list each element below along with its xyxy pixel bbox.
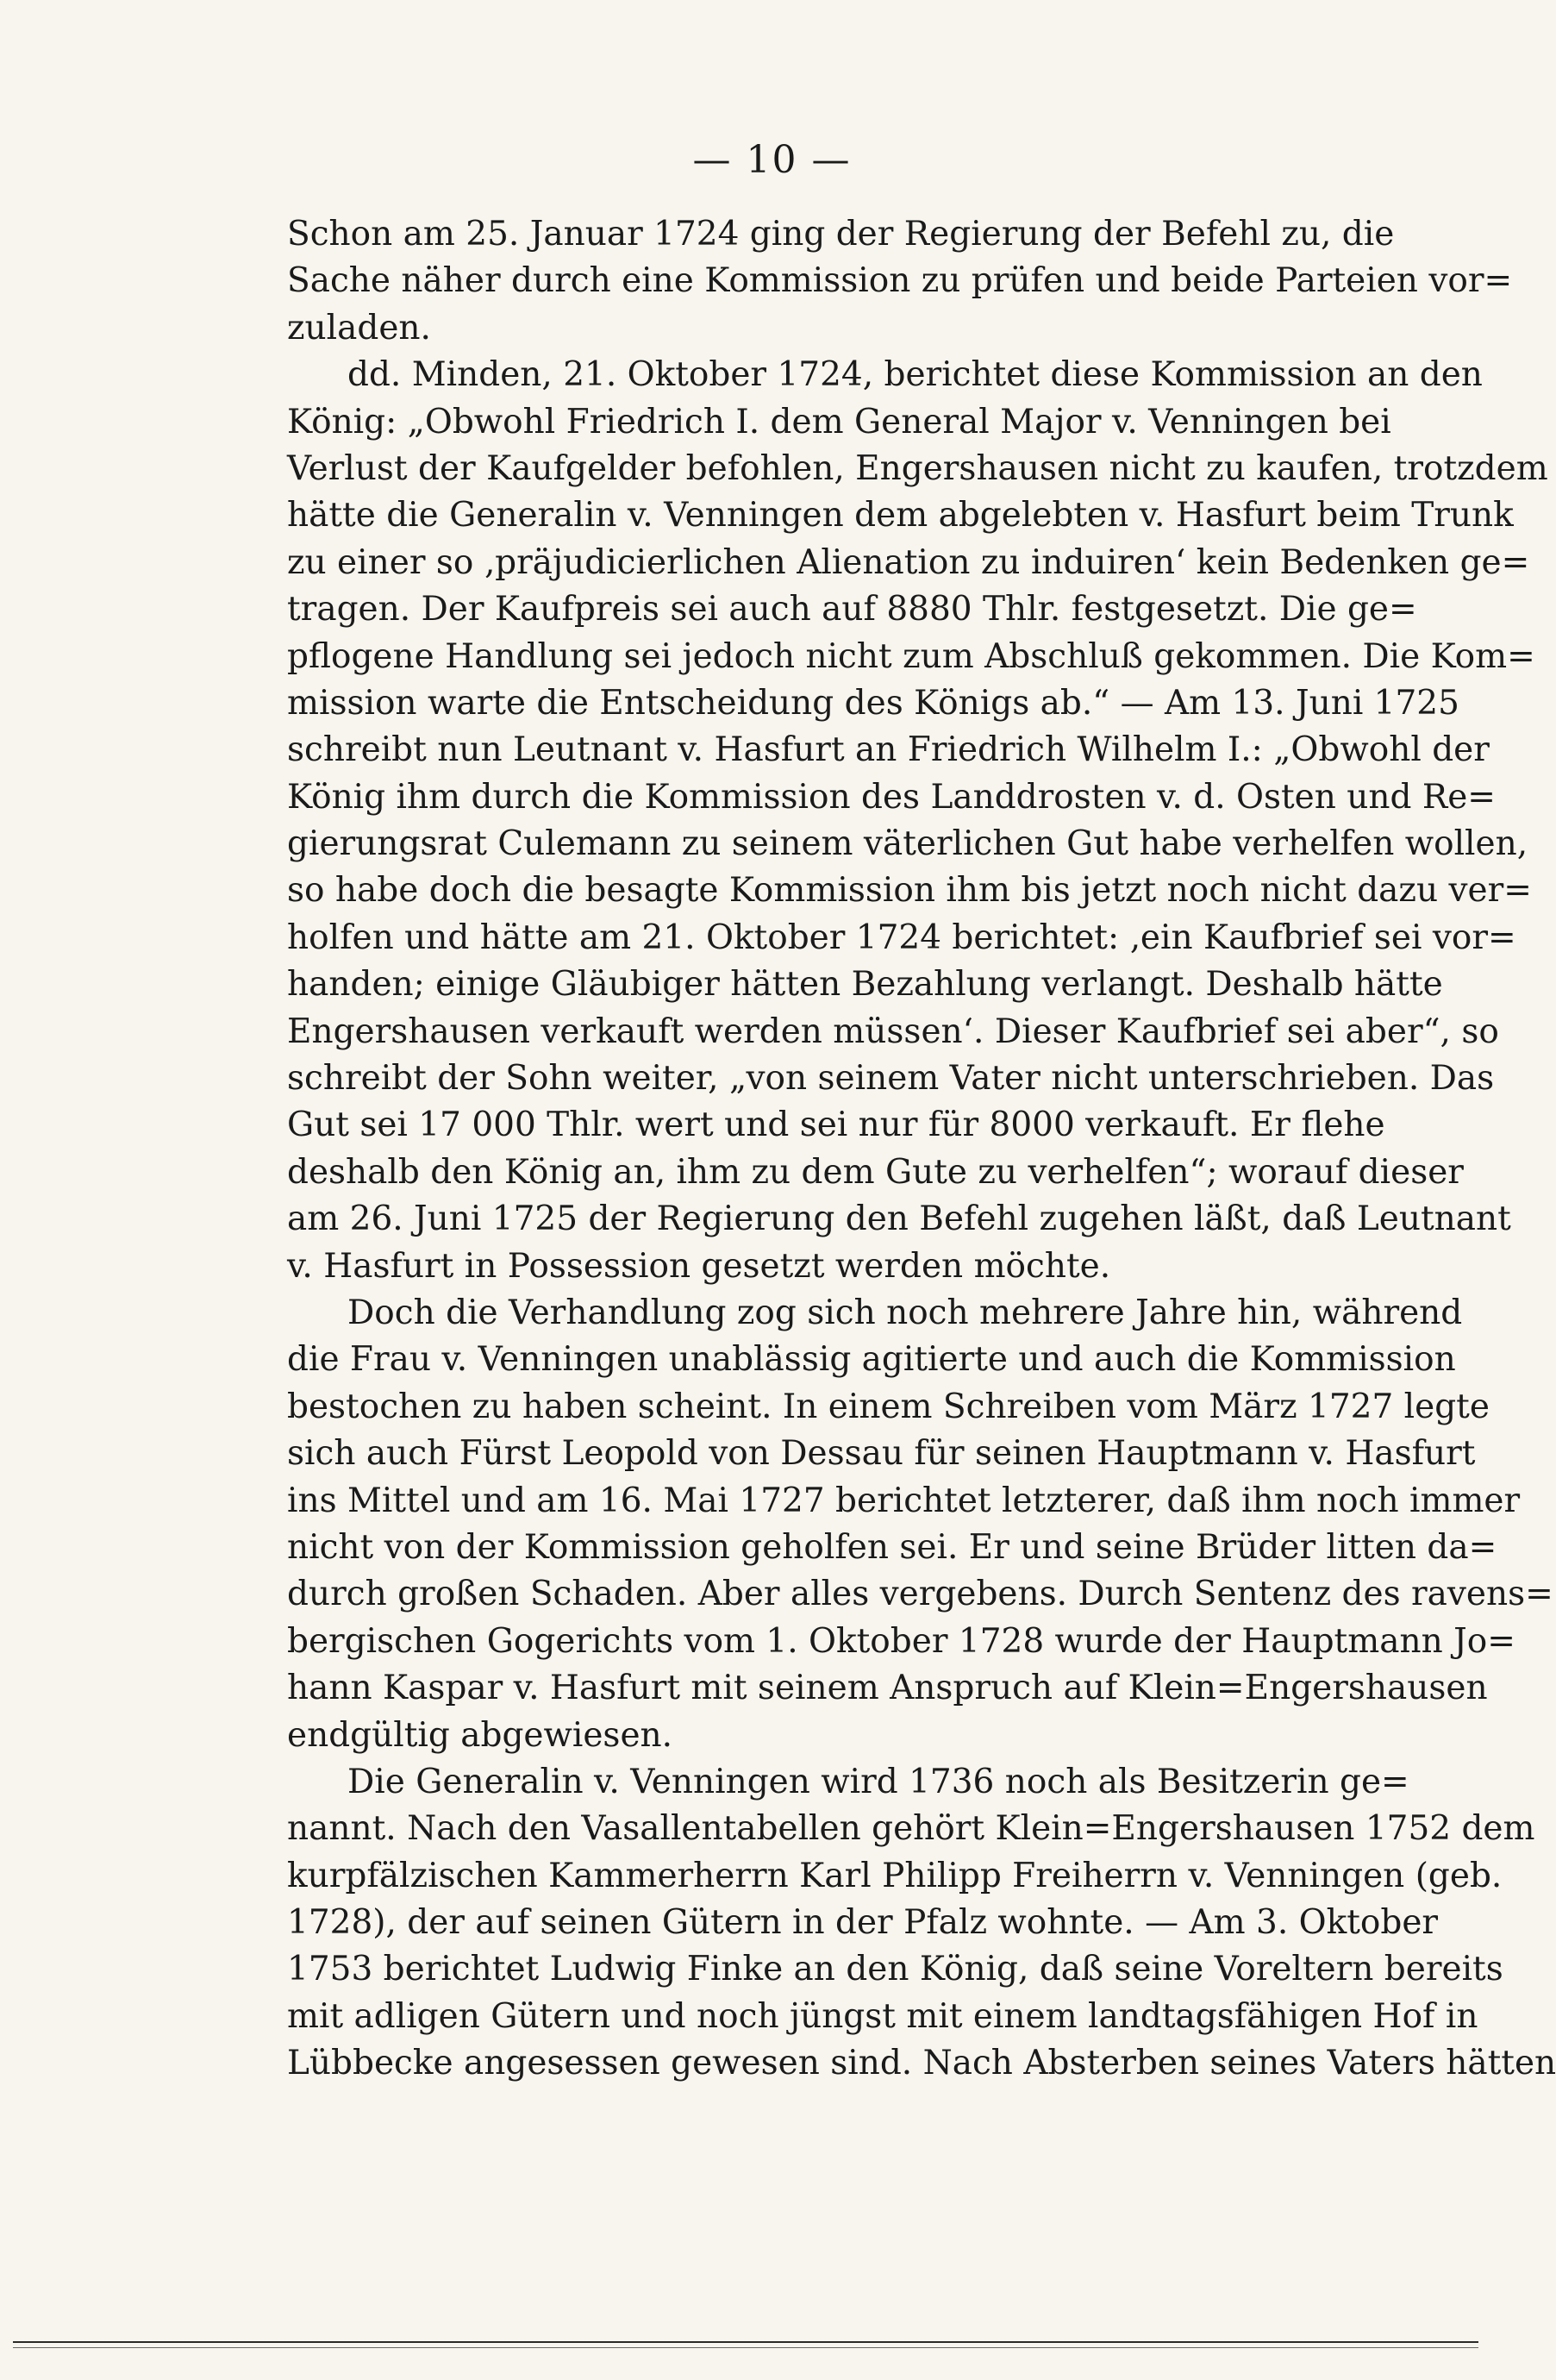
text-line: kurpfälzischen Kammerherrn Karl Philipp Freiherrn v. Venningen (geb. [287, 1856, 1503, 1895]
text-line: am 26. Juni 1725 der Regierung den Befehl zugehen läßt, daß Leutnant [287, 1199, 1511, 1239]
text-line: so habe doch die besagte Kommission ihm bis jetzt noch nicht dazu ver= [287, 871, 1532, 911]
text-line: hann Kaspar v. Hasfurt mit seinem Anspruch auf Klein=Engershausen [287, 1669, 1488, 1708]
text-line: schreibt der Sohn weiter, „von seinem Vater nicht unterschrieben. Das [287, 1059, 1495, 1099]
text-line: tragen. Der Kaufpreis sei auch auf 8880 Thlr. festgesetzt. Die ge= [287, 590, 1417, 629]
text-line: durch großen Schaden. Aber alles vergebens. Durch Sentenz des ravens= [287, 1575, 1553, 1614]
text-line: 1728), der auf seinen Gütern in der Pfalz wohnte. — Am 3. Oktober [287, 1903, 1439, 1943]
text-line: bestochen zu haben scheint. In einem Schreiben vom März 1727 legte [287, 1387, 1490, 1426]
text-line: Gut sei 17 000 Thlr. wert und sei nur für 8000 verkauft. Er flehe [287, 1105, 1385, 1145]
text-line: zuladen. [287, 308, 431, 348]
text-line: Verlust der Kaufgelder befohlen, Engershausen nicht zu kaufen, trotzdem [287, 448, 1548, 488]
text-line: endgültig abgewiesen. [287, 1715, 673, 1755]
text-line: v. Hasfurt in Possession gesetzt werden möchte. [287, 1246, 1111, 1286]
text-line: nicht von der Kommission geholfen sei. Er und seine Brüder litten da= [287, 1527, 1497, 1567]
text-line: mission warte die Entscheidung des Königs ab.“ — Am 13. Juni 1725 [287, 683, 1459, 723]
text-line: gierungsrat Culemann zu seinem väterlichen Gut habe verhelfen wollen, [287, 824, 1528, 864]
text-line: holfen und hätte am 21. Oktober 1724 berichtet: ‚ein Kaufbrief sei vor= [287, 918, 1516, 957]
text-line: Sache näher durch eine Kommission zu prüfen und beide Parteien vor= [287, 261, 1513, 301]
text-line: schreibt nun Leutnant v. Hasfurt an Friedrich Wilhelm I.: „Obwohl der [287, 730, 1490, 770]
text-line: mit adligen Gütern und noch jüngst mit einem landtagsfähigen Hof in [287, 1996, 1478, 2036]
text-line: pflogene Handlung sei jedoch nicht zum Abschluß gekommen. Die Kom= [287, 636, 1535, 676]
text-line: ins Mittel und am 16. Mai 1727 berichtet letzterer, daß ihm noch immer [287, 1481, 1521, 1520]
body-text [287, 211, 1556, 2088]
text-line: Lübbecke angesessen gewesen sind. Nach Absterben seines Vaters hätten [287, 2044, 1556, 2083]
text-line: zu einer so ‚präjudicierlichen Alienation zu induiren‘ kein Bedenken ge= [287, 542, 1530, 582]
text-line: bergischen Gogerichts vom 1. Oktober 1728 wurde der Hauptmann Jo= [287, 1621, 1515, 1661]
text-line: nannt. Nach den Vasallentabellen gehört Klein=Engershausen 1752 dem [287, 1809, 1535, 1849]
text-line: König: „Obwohl Friedrich I. dem General Major v. Venningen bei [287, 402, 1391, 442]
bottom-rule-thin [13, 2347, 1478, 2348]
text-line: hätte die Generalin v. Venningen dem abgelebten v. Hasfurt beim Trunk [287, 496, 1514, 536]
text-line: dd. Minden, 21. Oktober 1724, berichtet diese Kommission an den [347, 355, 1483, 395]
text-line: sich auch Fürst Leopold von Dessau für seinen Hauptmann v. Hasfurt [287, 1434, 1476, 1474]
text-line: Doch die Verhandlung zog sich noch mehrere Jahre hin, während [347, 1293, 1463, 1332]
text-line: die Frau v. Venningen unablässig agitierte und auch die Kommission [287, 1340, 1456, 1380]
text-line: Engershausen verkauft werden müssen‘. Dieser Kaufbrief sei aber“, so [287, 1012, 1499, 1051]
bottom-rule [13, 2341, 1478, 2343]
text-line: König ihm durch die Kommission des Landdrosten v. d. Osten und Re= [287, 777, 1496, 817]
page-number: — 10 — [692, 138, 852, 182]
text-line: Die Generalin v. Venningen wird 1736 noch als Besitzerin ge= [347, 1762, 1409, 1801]
text-line: deshalb den König an, ihm zu dem Gute zu verhelfen“; worauf dieser [287, 1152, 1464, 1192]
text-line: Schon am 25. Januar 1724 ging der Regierung der Befehl zu, die [287, 215, 1395, 254]
text-line: handen; einige Gläubiger hätten Bezahlung verlangt. Deshalb hätte [287, 965, 1443, 1005]
text-line: 1753 berichtet Ludwig Finke an den König, daß seine Voreltern bereits [287, 1950, 1503, 1989]
